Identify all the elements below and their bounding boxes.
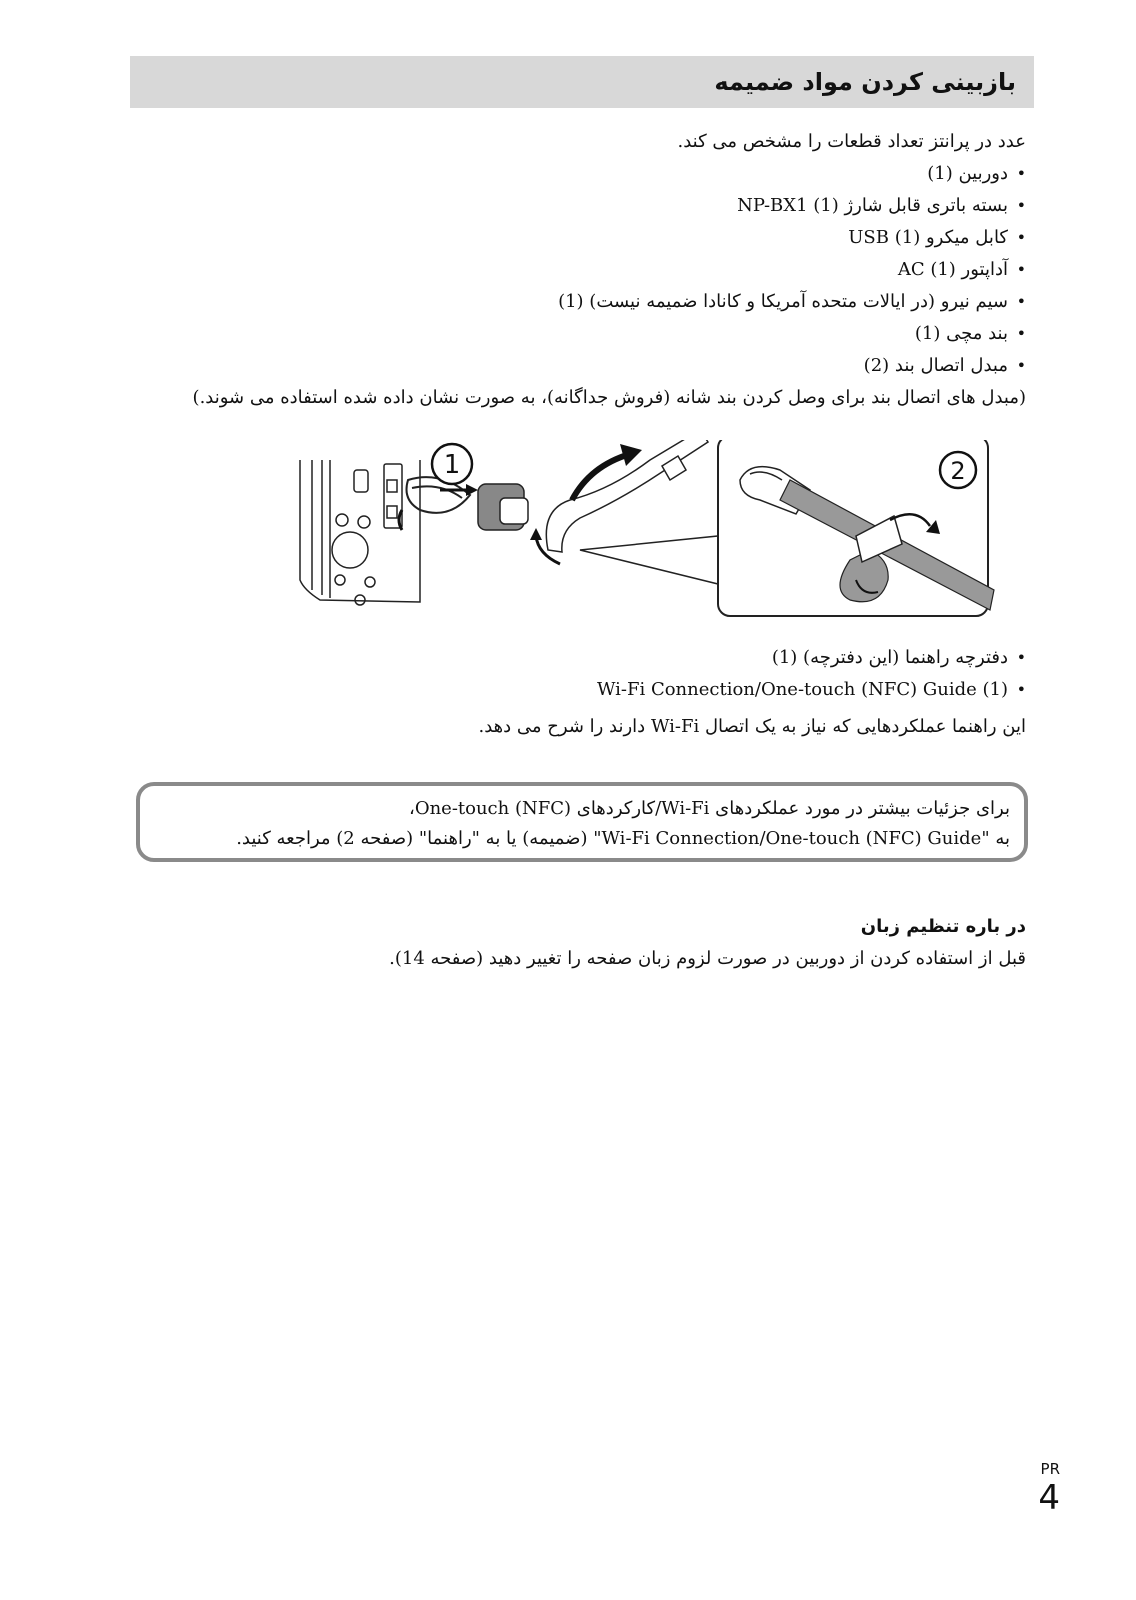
step-1-badge <box>432 444 472 484</box>
page-number: 4 <box>1038 1478 1060 1518</box>
step-2-badge <box>940 452 976 488</box>
adaptor-drawing <box>478 484 528 530</box>
adaptor-note: (مبدل های اتصال بند برای وصل کردن بند شانه (فروش جداگانه)، به صورت نشان داده شده استفاده می شوند.) <box>192 387 1026 408</box>
intro-block <box>130 126 1026 414</box>
list-item: • بسته باتری قابل شارژ NP-BX1 (1) <box>130 190 1026 222</box>
list-item: • سیم نیرو (در ایالات متحده آمریکا و کانادا ضمیمه نیست) (1) <box>130 286 1026 318</box>
language-section-heading: در باره تنظیم زبان <box>860 916 1026 937</box>
note-box-line-1: برای جزئیات بیشتر در مورد عملکردهای Wi-Fi/کارکردهای One-touch (NFC)، <box>409 798 1010 819</box>
list-item: • Wi-Fi Connection/One-touch (NFC) Guide (1) <box>130 674 1026 706</box>
arrow-head-icon <box>620 444 642 466</box>
list-item: • مبدل اتصال بند (2) <box>130 350 1026 382</box>
note-box <box>136 782 1028 862</box>
intro-text: عدد در پرانتز تعداد قطعات را مشخص می کند. <box>677 131 1026 152</box>
list-item: • کابل میکرو USB (1) <box>130 222 1026 254</box>
camera-side-drawing <box>300 460 420 605</box>
language-code: PR <box>1040 1460 1060 1478</box>
page-footer <box>1038 1460 1060 1518</box>
included-items-list <box>130 158 1026 382</box>
list-item: • آداپتور AC (1) <box>130 254 1026 286</box>
language-section-body: قبل از استفاده کردن از دوربین در صورت لزوم زبان صفحه را تغییر دهید (صفحه 14). <box>389 948 1026 969</box>
page-title: بازبینی کردن مواد ضمیمه <box>714 68 1016 96</box>
list-item: • دوربین (1) <box>130 158 1026 190</box>
note-box-line-2: به "Wi-Fi Connection/One-touch (NFC) Guide" (ضمیمه) یا به "راهنما" (صفحه 2) مراجعه کنید. <box>236 828 1010 849</box>
title-bar <box>130 56 1034 108</box>
step-2-label: 2 <box>950 457 966 485</box>
list-item: • بند مچی (1) <box>130 318 1026 350</box>
additional-items-block <box>130 642 1026 706</box>
additional-items-list <box>130 642 1026 706</box>
step-1-label: 1 <box>443 450 461 480</box>
callout-pointer <box>580 536 718 584</box>
strap-attachment-illustration <box>290 440 1010 636</box>
list-item: • دفترچه راهنما (این دفترچه) (1) <box>130 642 1026 674</box>
guide-description: این راهنما عملکردهایی که نیاز به یک اتصال Wi-Fi دارند را شرح می دهد. <box>478 716 1026 737</box>
